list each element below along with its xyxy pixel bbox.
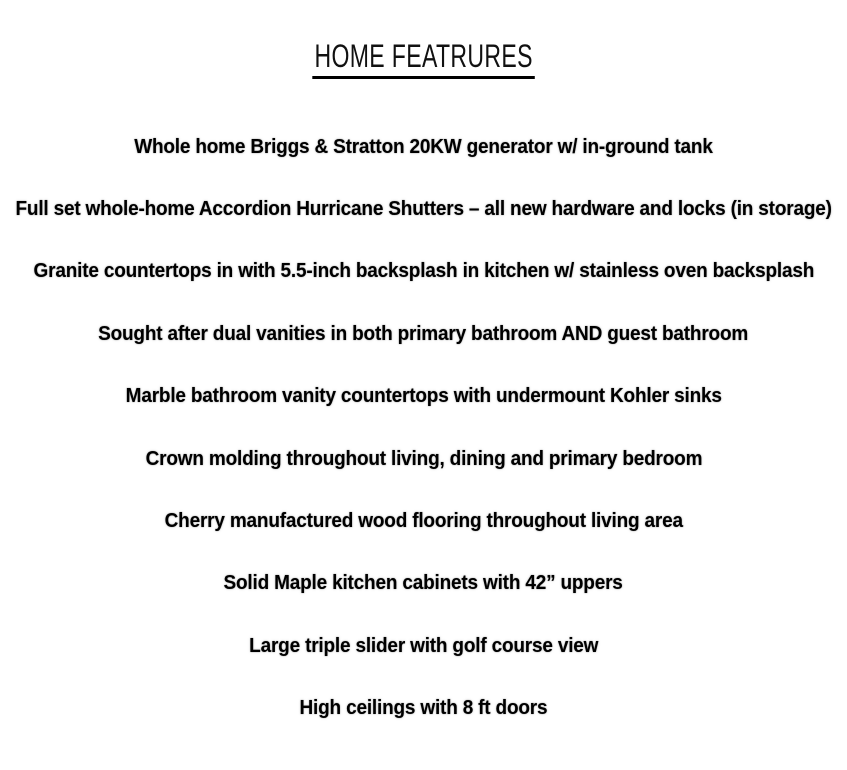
feature-line [0,553,847,615]
feature-line [0,428,847,490]
feature-line [0,615,847,677]
feature-line [0,178,847,240]
feature-text: Crown molding throughout living, dining and primary bedroom [145,447,702,470]
feature-list [0,116,847,740]
feature-text: Granite countertops in with 5.5-inch backsplash in kitchen w/ stainless oven backsplash [33,260,814,283]
page-title: HOME FEATRURES [312,38,535,79]
feature-text: Marble bathroom vanity countertops with undermount Kohler sinks [125,385,722,408]
feature-line [0,116,847,178]
feature-line [0,678,847,740]
feature-line [0,366,847,428]
feature-text: Whole home Briggs & Stratton 20KW generator w/ in-ground tank [134,135,713,158]
feature-line [0,490,847,552]
feature-text: Full set whole-home Accordion Hurricane Shutters – all new hardware and locks (in storage) [15,198,832,221]
feature-text: High ceilings with 8 ft doors [299,697,548,720]
feature-text: Large triple slider with golf course view [248,634,599,657]
feature-text: Cherry manufactured wood flooring throughout living area [164,510,683,533]
title-row [0,38,847,79]
feature-line [0,303,847,365]
feature-text: Solid Maple kitchen cabinets with 42” uppers [223,572,624,595]
feature-line [0,241,847,303]
feature-text: Sought after dual vanities in both primary bathroom AND guest bathroom [98,322,749,345]
